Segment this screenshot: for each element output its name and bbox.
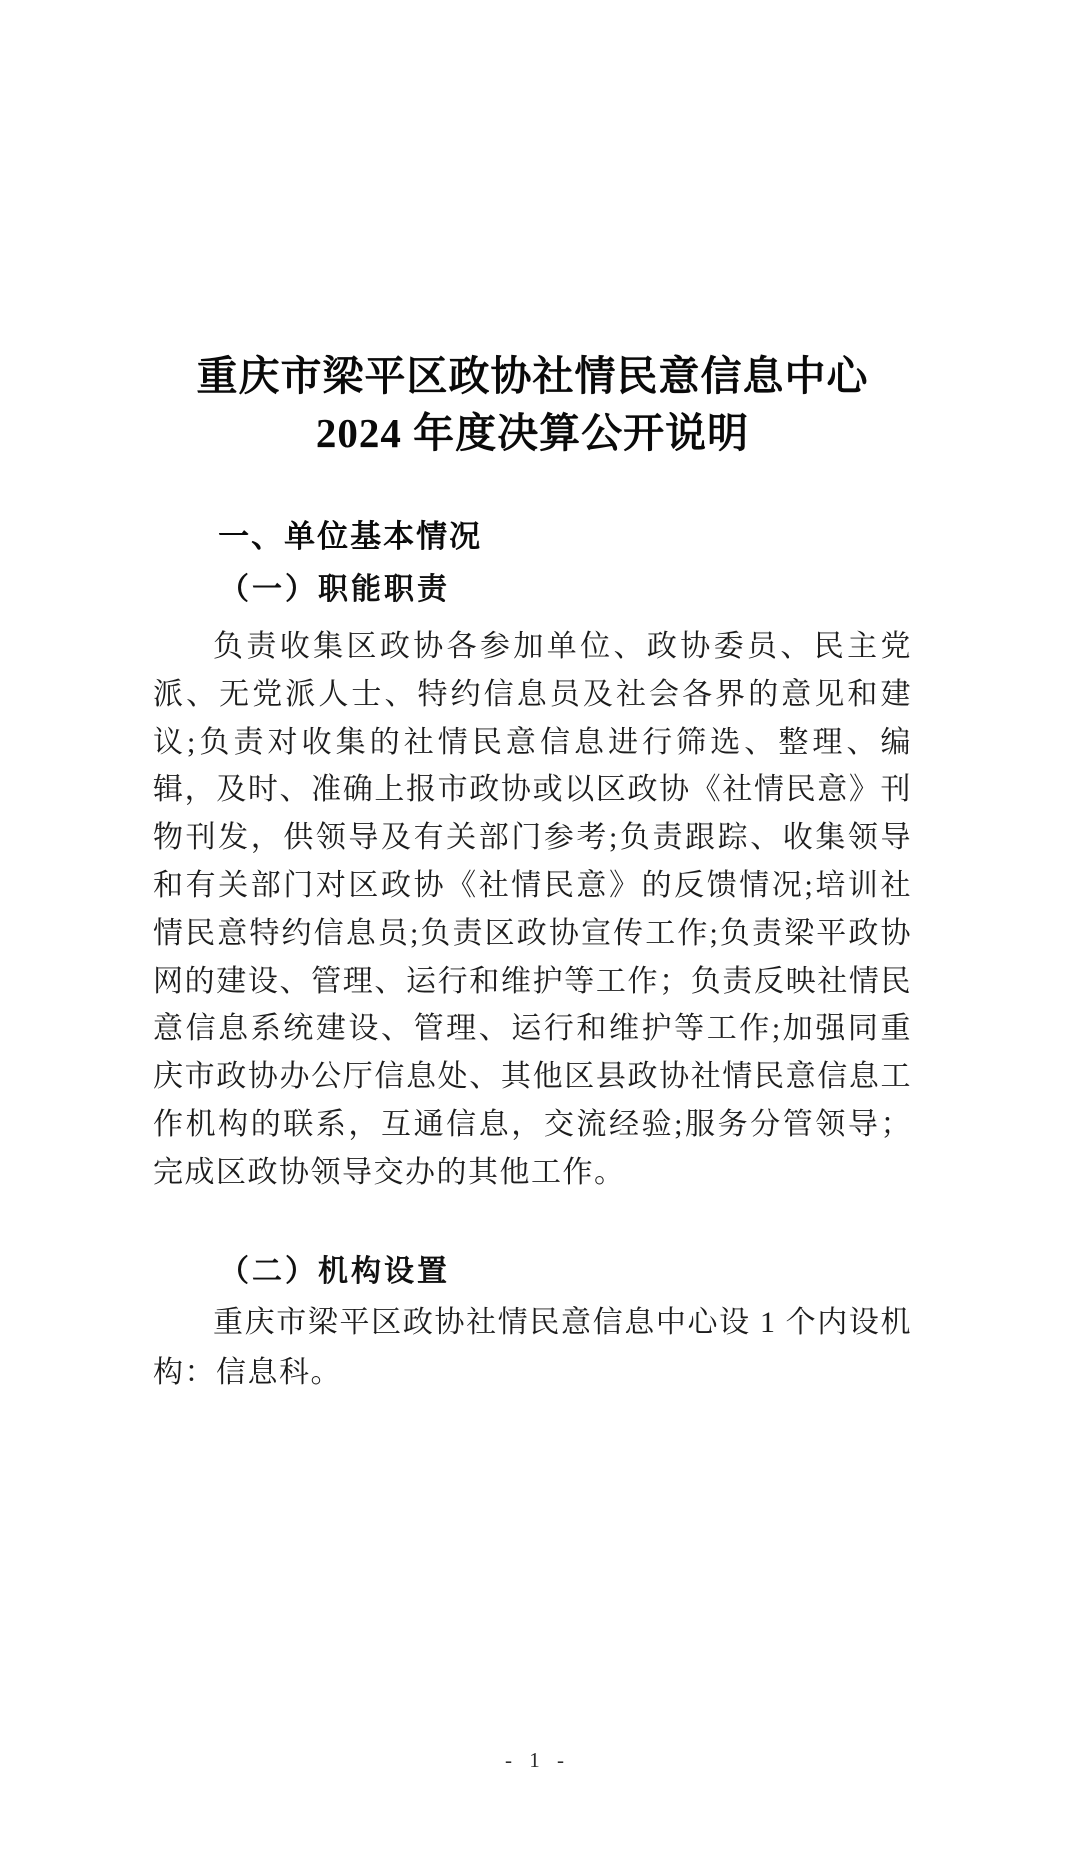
page-number: - 1 - (505, 1748, 570, 1772)
section-heading-basic-info: 一、单位基本情况 (218, 519, 483, 554)
subsection-heading-organization: （二）机构设置 (219, 1254, 450, 1288)
paragraph-duties: 负责收集区政协各参加单位、政协委员、民主党派、无党派人士、特约信息员及社会各界的意见和建议;负责对收集的社情民意信息进行筛选、整理、编辑，及时、准确上报市政协或以区政协《社情民意》刊物刊发，供领导及有关部门参考;负责跟踪、收集领导和有关部门对区政协《社情民意》的反馈情况;培训社情民意特约信息员;负责区政协宣传工作;负责梁平政协网的建设、管理、运行和维护等工作；负责反映社情民意信息系统建设、管理、运行和维护等工作;加强同重庆市政协办公厅信息处、其他区县政协社情民意信息工作机构的联系，互通信息，交流经验;服务分管领导；完成区政协领导交办的其他工作。 (153, 630, 912, 1189)
paragraph-organization: 重庆市梁平区政协社情民意信息中心设 1 个内设机构：信息科。 (153, 1305, 912, 1389)
subsection-heading-duties: （一）职能职责 (219, 573, 450, 606)
document-title (153, 348, 912, 462)
title-line-1: 重庆市梁平区政协社情民意信息中心 (196, 353, 869, 399)
document-page (0, 348, 1075, 1868)
title-line-2: 2024 年度决算公开说明 (315, 410, 750, 456)
